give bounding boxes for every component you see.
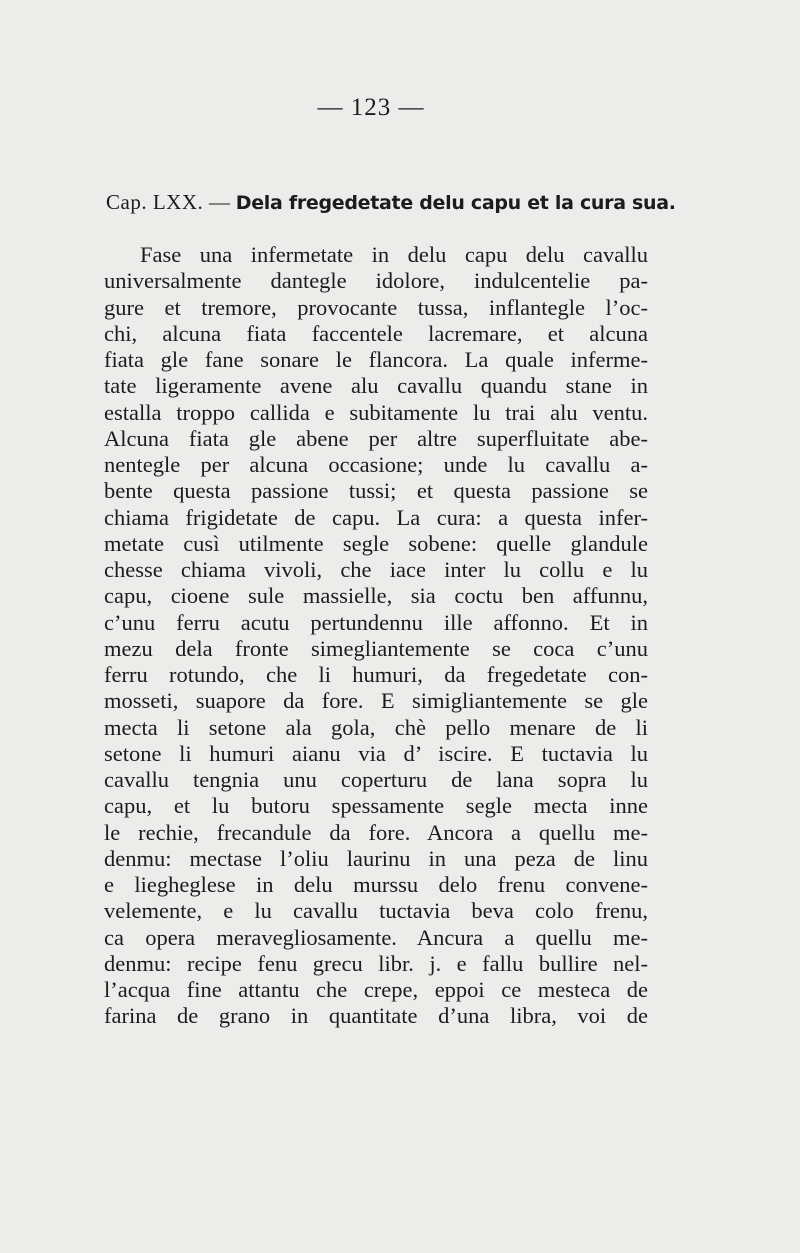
text-line: mosseti, suapore da fore. E simigliantemente se gle — [104, 688, 648, 714]
text-line: denmu: mectase l’oliu laurinu in una peza de linu — [104, 845, 648, 871]
text-line: velemente, e lu cavallu tuctavia beva colo frenu, — [104, 898, 648, 924]
text-line: estalla troppo callida e subitamente lu trai alu ventu. — [104, 399, 648, 425]
text-line: tate ligeramente avene alu cavallu quandu stane in — [104, 373, 648, 399]
text-line: le rechie, frecandule da fore. Ancora a quellu me- — [104, 819, 648, 845]
text-line: denmu: recipe fenu grecu libr. j. e fallu bullire nel- — [104, 950, 648, 976]
text-line: capu, cioene sule massielle, sia coctu ben affunnu, — [104, 583, 648, 609]
page-number: — 123 — — [317, 94, 425, 121]
text-line: capu, et lu butoru spessamente segle mecta inne — [104, 793, 648, 819]
text-line: chi, alcuna fiata faccentele lacremare, et alcuna — [104, 320, 648, 346]
text-line: nentegle per alcuna occasione; unde lu cavallu a- — [104, 452, 648, 477]
text-line: metate cusì utilmente segle sobene: quelle glandule — [104, 530, 648, 556]
body-text — [104, 242, 648, 1030]
text-line: universalmente dantegle idolore, indulcentelie pa- — [104, 268, 648, 294]
text-line: Alcuna fiata gle abene per altre superfluitate abe- — [104, 425, 648, 451]
text-line: mecta li setone ala gola, chè pello menare de li — [104, 714, 648, 740]
text-line: Fase una infermetate in delu capu delu cavallu — [140, 242, 648, 267]
text-line: setone li humuri aianu via d’ iscire. E tuctavia lu — [104, 740, 648, 766]
text-line: mezu dela fronte simegliantemente se coca c’unu — [104, 635, 648, 661]
text-line: ferru rotundo, che li humuri, da fregedetate con- — [104, 662, 648, 687]
text-line: farina de grano in quantitate d’una libra, voi de — [104, 1003, 648, 1029]
text-line: fiata gle fane sonare le flancora. La quale inferme- — [104, 347, 648, 372]
text-line: l’acqua fine attantu che crepe, eppoi ce mesteca de — [104, 977, 648, 1002]
text-line: cavallu tengnia unu coperturu de lana sopra lu — [104, 767, 648, 792]
text-line: c’unu ferru acutu pertundennu ille affonno. Et in — [104, 609, 648, 635]
chapter-heading — [106, 190, 676, 215]
text-line: bente questa passione tussi; et questa passione se — [104, 478, 648, 504]
chapter-title: Dela fregedetate delu capu et la cura sua. — [235, 192, 676, 214]
chapter-number: Cap. LXX. — — [106, 190, 231, 214]
text-line: gure et tremore, provocante tussa, inflantegle l’oc- — [104, 294, 648, 320]
text-line: ca opera meravegliosamente. Ancura a quellu me- — [104, 924, 648, 950]
text-line: chiama frigidetate de capu. La cura: a questa infer- — [104, 504, 648, 530]
text-line: e liegheglese in delu murssu delo frenu convene- — [104, 872, 648, 897]
text-line: chesse chiama vivoli, che iace inter lu collu e lu — [104, 557, 648, 582]
